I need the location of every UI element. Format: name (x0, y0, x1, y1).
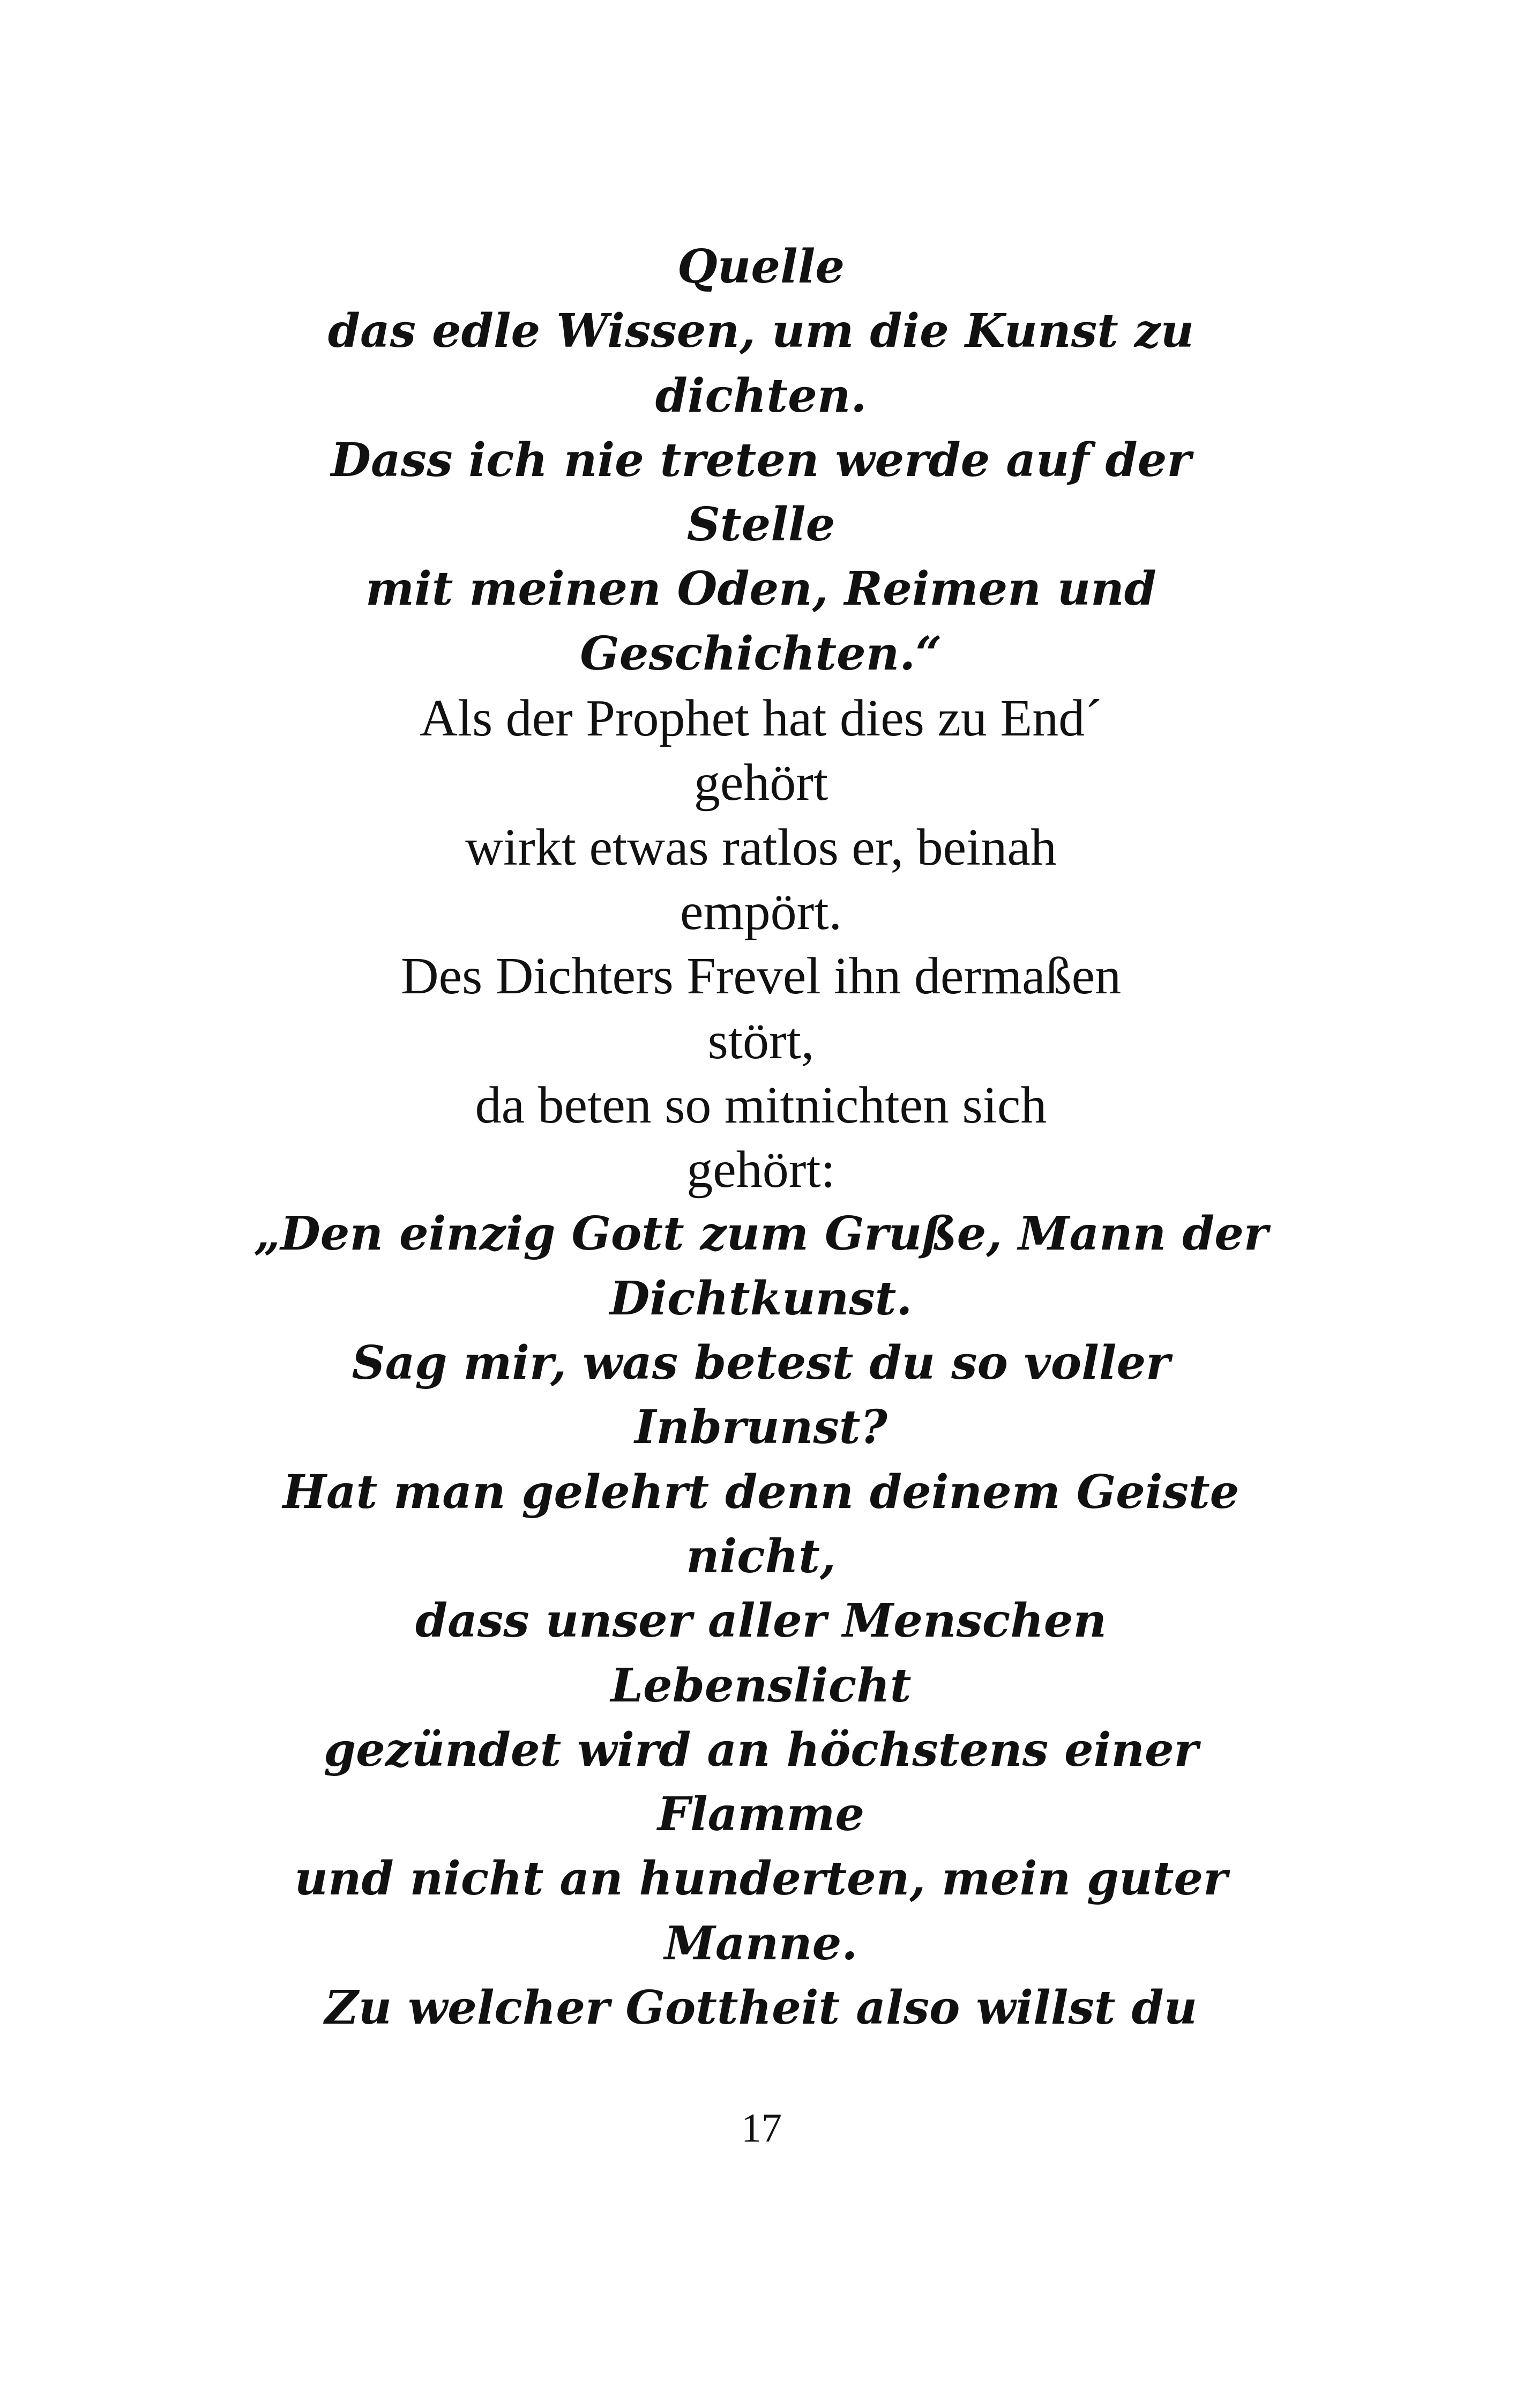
poem-line: Dichtkunst. (609, 1271, 913, 1326)
poem-line: „Den einzig Gott zum Gruße, Mann der (253, 1207, 1268, 1261)
poem-line: mit meinen Oden, Reimen und (365, 562, 1156, 616)
poem-line: Hat man gelehrt denn deinem Geiste (282, 1465, 1240, 1519)
poem-line: Geschichten.“ (580, 626, 942, 681)
poem-line: das edle Wissen, um die Kunst zu (327, 304, 1194, 359)
poem-line: gehört (693, 754, 828, 812)
poem-line: wirkt etwas ratlos er, beinah (465, 818, 1057, 876)
poem-line: gehört: (686, 1141, 835, 1199)
poem-line: gezündet wird an höchstens einer (324, 1722, 1198, 1777)
poem-line: Sag mir, was betest du so voller (352, 1336, 1170, 1391)
poem-line: Zu welcher Gottheit also willst du (324, 1981, 1198, 2035)
poem-line: empört. (680, 882, 842, 941)
poem-line: Als der Prophet hat dies zu End´ (420, 689, 1102, 748)
poem-line: dichten. (655, 368, 867, 423)
poem-line: stört, (707, 1012, 815, 1070)
poem-line: Inbrunst? (634, 1400, 887, 1455)
poem-line: Stelle (686, 497, 835, 552)
poem-line: und nicht an hunderten, mein guter (294, 1852, 1228, 1906)
poem-text (225, 235, 1297, 2040)
poem-line: Des Dichters Frevel ihn dermaßen (400, 947, 1122, 1006)
poem-line: Manne. (664, 1916, 858, 1971)
poem-line: nicht, (686, 1529, 836, 1584)
poem-line: dass unser aller Menschen (415, 1594, 1107, 1648)
page-number: 17 (741, 2106, 782, 2151)
poem-line: Dass ich nie treten werde auf der (331, 433, 1191, 487)
poem-line: Flamme (657, 1787, 865, 1842)
poem-line: Quelle (677, 240, 845, 294)
poem-line: da beten so mitnichten sich (475, 1076, 1047, 1134)
poem-line: Lebenslicht (610, 1658, 912, 1713)
